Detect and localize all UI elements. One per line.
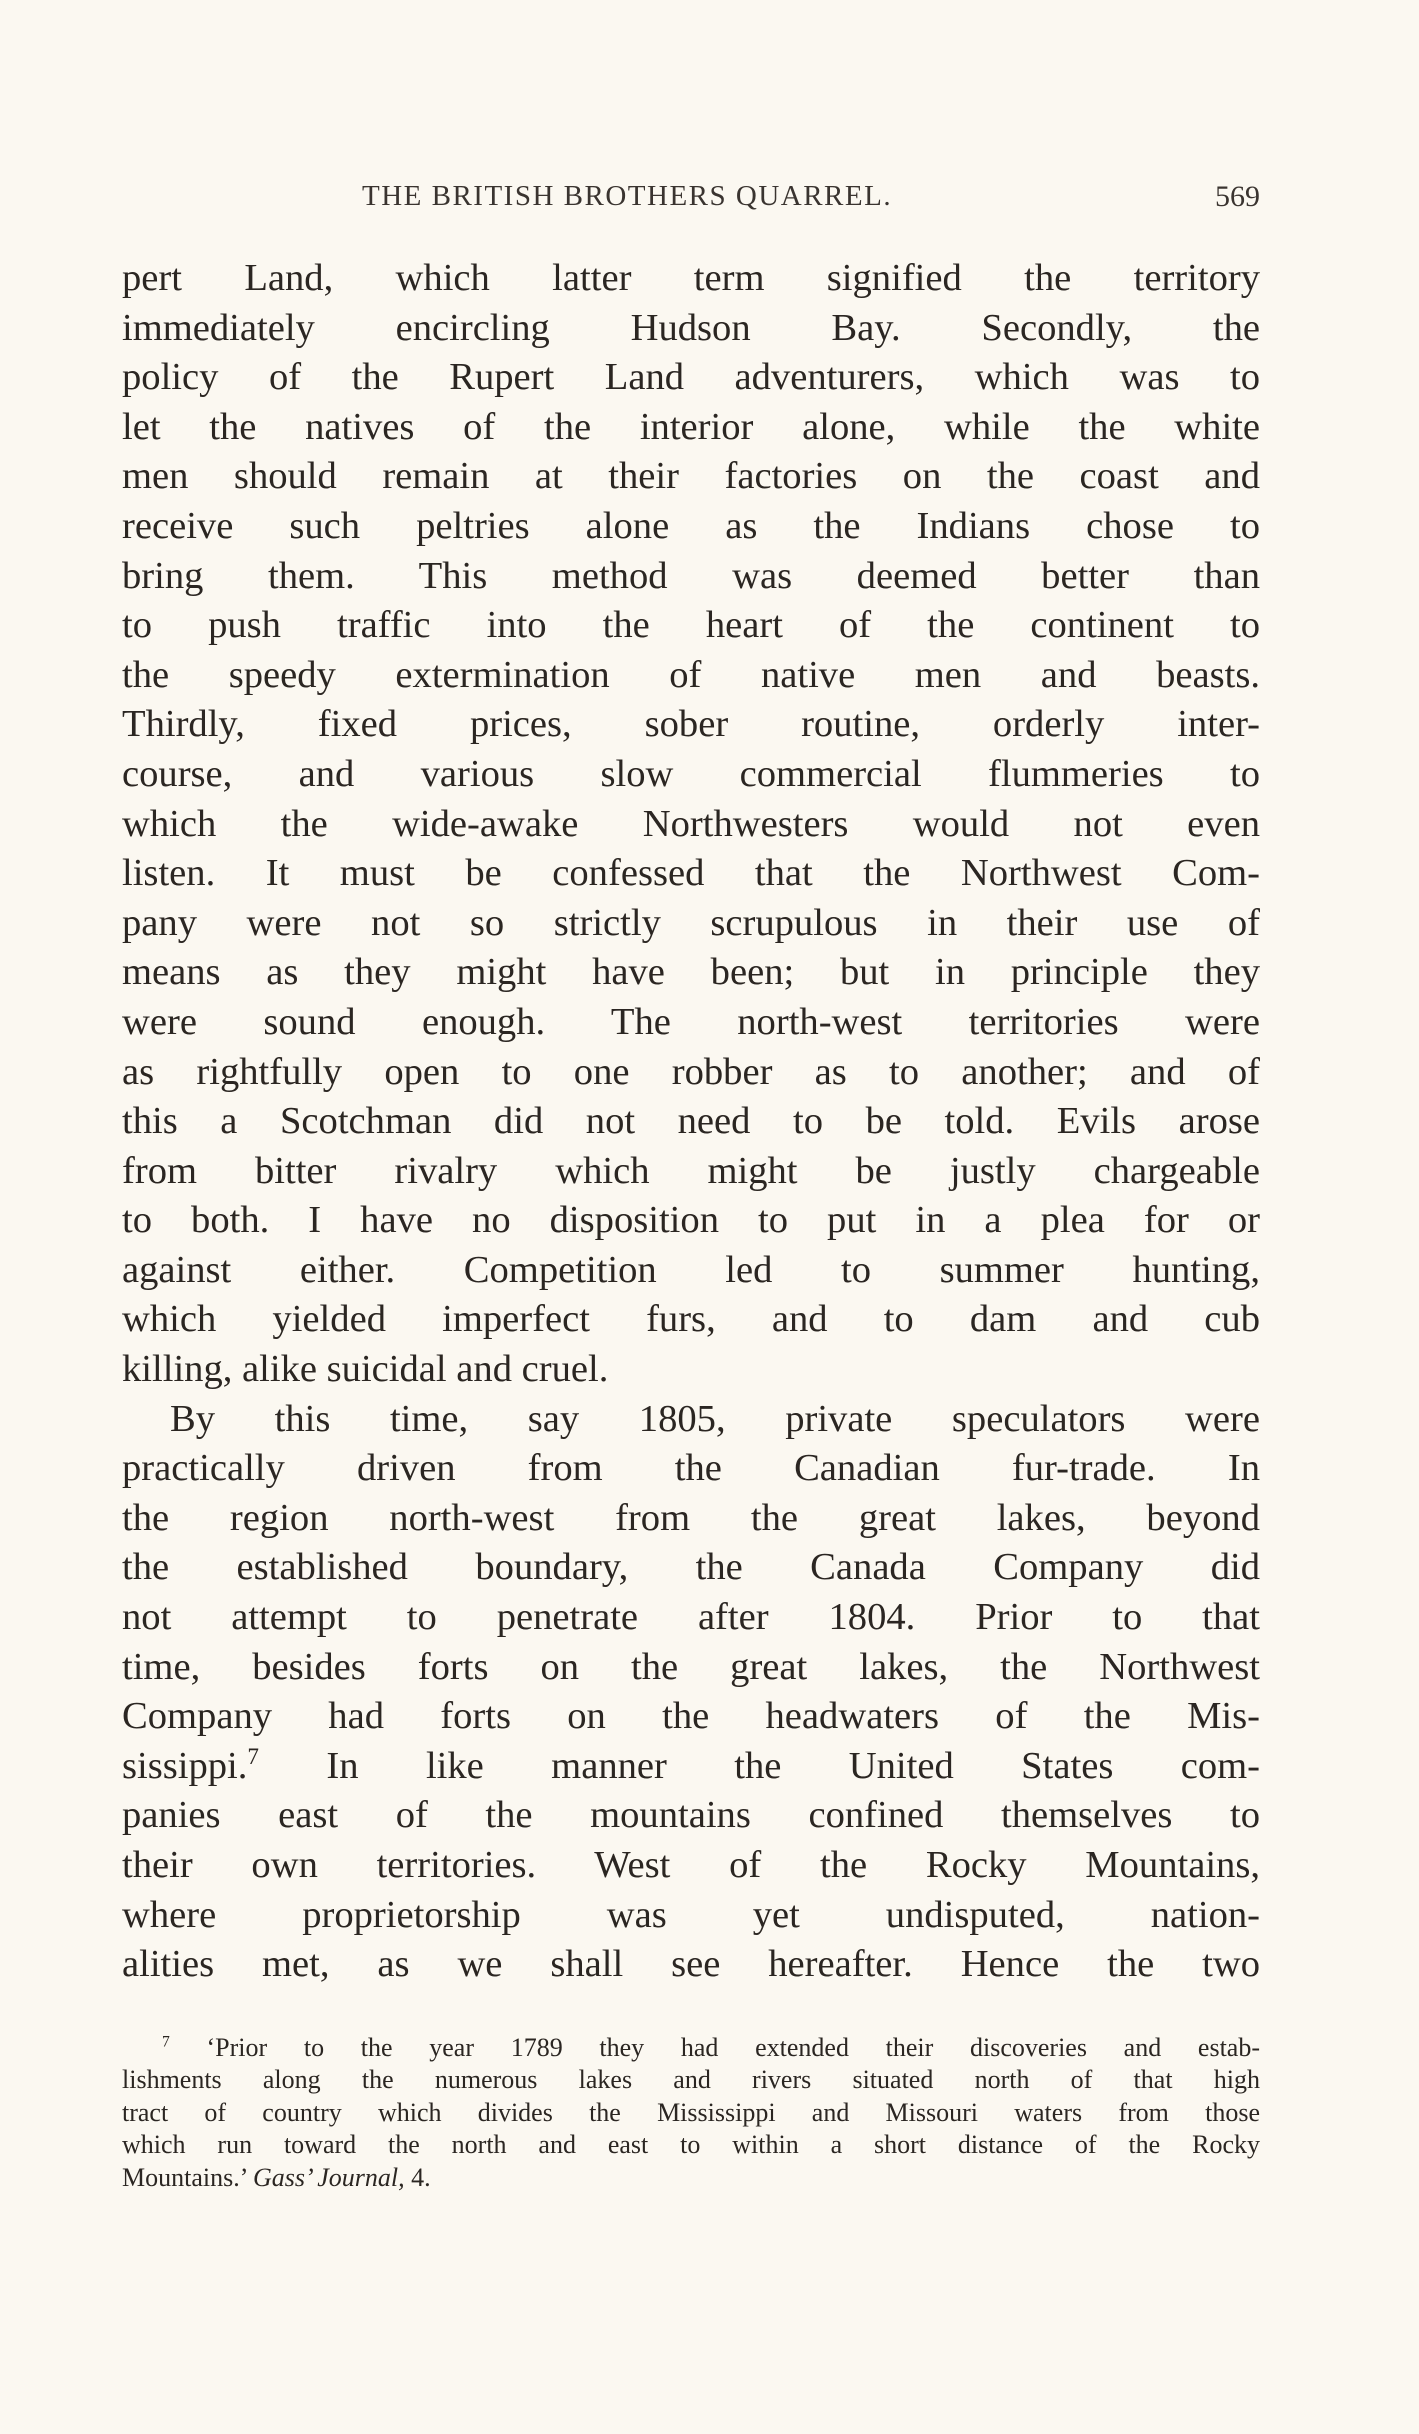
text-line-with-footnote-ref [122, 1742, 1260, 1792]
footnotes [122, 2032, 1260, 2194]
text-line: as rightfully open to one robber as to another; and of [122, 1050, 1260, 1093]
text-line: panies east of the mountains confined themselves to [122, 1794, 1260, 1837]
text-line: the speedy extermination of native men and beasts. [122, 653, 1260, 696]
text-line: time, besides forts on the great lakes, the Northwest [122, 1645, 1260, 1688]
footnote-line: tract of country which divides the Mississippi and Missouri waters from those [122, 2097, 1260, 2127]
text-line: this a Scotchman did not need to be told. Evils arose [122, 1100, 1260, 1143]
text-line: not attempt to penetrate after 1804. Prior to that [122, 1596, 1260, 1639]
text-line: immediately encircling Hudson Bay. Secondly, the [122, 306, 1260, 349]
text-line: Thirdly, fixed prices, sober routine, orderly inter- [122, 703, 1260, 746]
text-line: to both. I have no disposition to put in a plea for or [122, 1199, 1260, 1242]
footnote-line: which run toward the north and east to within a short distance of the Rocky [122, 2130, 1260, 2160]
text-line: practically driven from the Canadian fur-trade. In [122, 1447, 1260, 1490]
text-line: course, and various slow commercial flummeries to [122, 752, 1260, 795]
text-line: from bitter rivalry which might be justly chargeable [122, 1149, 1260, 1192]
footnote-citation: Gass’ Journal, [252, 2162, 405, 2192]
text-line: Company had forts on the headwaters of the Mis- [122, 1695, 1260, 1738]
text-line: the established boundary, the Canada Company did [122, 1546, 1260, 1589]
text-line: to push traffic into the heart of the continent to [122, 604, 1260, 647]
text-line: which the wide-awake Northwesters would not even [122, 802, 1260, 845]
footnote-text: Mountains.’ [122, 2162, 247, 2192]
footnote-reference: 7 [247, 1743, 259, 1770]
footnote-line [122, 2162, 1260, 2194]
text-line: receive such peltries alone as the Indians chose to [122, 504, 1260, 547]
text-line: listen. It must be confessed that the Northwest Com- [122, 852, 1260, 895]
footnote-line [122, 2032, 1260, 2064]
text-segment: In like manner the United States com- [326, 1744, 1260, 1787]
text-segment: sissippi. [122, 1744, 248, 1787]
text-line: against either. Competition led to summer hunting, [122, 1248, 1260, 1291]
text-line: means as they might have been; but in principle they [122, 951, 1260, 994]
footnote-marker: 7 [162, 2033, 170, 2051]
footnote-text: ‘Prior to the year 1789 they had extended their discoveries and estab- [206, 2033, 1260, 2062]
text-line: let the natives of the interior alone, while the white [122, 405, 1260, 448]
text-line: where proprietorship was yet undisputed, nation- [122, 1893, 1260, 1936]
text-line: men should remain at their factories on the coast and [122, 455, 1260, 498]
text-line: By this time, say 1805, private speculators were [170, 1397, 1260, 1440]
text-line: killing, alike suicidal and cruel. [122, 1348, 609, 1391]
footnote-text: 4. [411, 2162, 431, 2192]
running-title: THE BRITISH BROTHERS QUARREL. [362, 180, 893, 212]
text-line: the region north-west from the great lakes, beyond [122, 1496, 1260, 1539]
footnote-line: lishments along the numerous lakes and rivers situated north of that high [122, 2065, 1260, 2095]
body-text [122, 254, 1260, 1990]
running-head [120, 180, 1260, 220]
text-line: bring them. This method was deemed better than [122, 554, 1260, 597]
text-line: were sound enough. The north-west territories were [122, 1000, 1260, 1043]
text-line: alities met, as we shall see hereafter. Hence the two [122, 1943, 1260, 1986]
text-line: pany were not so strictly scrupulous in their use of [122, 901, 1260, 944]
text-line: which yielded imperfect furs, and to dam and cub [122, 1298, 1260, 1341]
text-line: their own territories. West of the Rocky Mountains, [122, 1844, 1260, 1886]
text-line: policy of the Rupert Land adventurers, which was to [122, 356, 1260, 399]
page-number: 569 [1215, 180, 1260, 213]
text-line: pert Land, which latter term signified the territory [122, 257, 1260, 299]
